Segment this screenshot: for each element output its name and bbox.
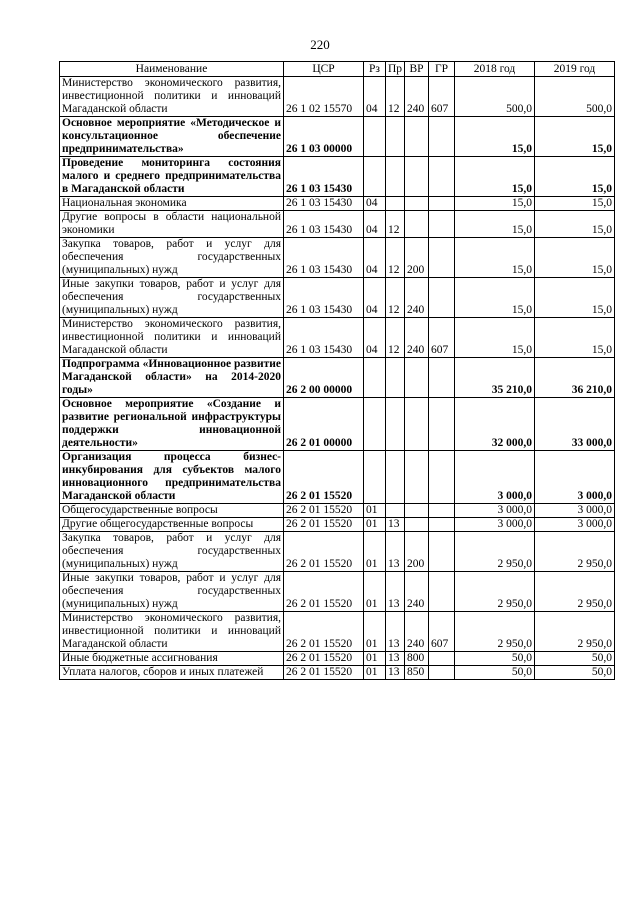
page-number: 220: [310, 37, 330, 52]
row-amount-2018: 3 000,0: [455, 518, 535, 532]
row-rz: 01: [364, 652, 386, 666]
row-name: Основное мероприятие «Создание и развитие региональной инфраструктуры поддержки инновационной деятельности»: [60, 398, 284, 451]
row-amount-2018: 15,0: [455, 318, 535, 358]
row-gr: [429, 398, 455, 451]
table-row: [60, 532, 615, 572]
row-pr: 13: [386, 652, 405, 666]
table-row: [60, 157, 615, 197]
row-amount-2019: 50,0: [535, 652, 615, 666]
row-gr: [429, 197, 455, 211]
row-amount-2019: 33 000,0: [535, 398, 615, 451]
row-rz: 04: [364, 197, 386, 211]
row-vr: 240: [405, 77, 429, 117]
row-vr: 240: [405, 572, 429, 612]
row-amount-2019: 2 950,0: [535, 612, 615, 652]
row-pr: 12: [386, 318, 405, 358]
row-pr: 12: [386, 238, 405, 278]
row-amount-2019: 500,0: [535, 77, 615, 117]
row-vr: [405, 197, 429, 211]
row-rz: 04: [364, 77, 386, 117]
table-body: [60, 77, 615, 680]
row-gr: [429, 666, 455, 680]
row-name: Организация процесса бизнес-инкубирования для субъектов малого инновационного предпринимательства Магаданской области: [60, 451, 284, 504]
row-amount-2018: 15,0: [455, 197, 535, 211]
row-vr: 200: [405, 532, 429, 572]
row-gr: [429, 157, 455, 197]
row-pr: [386, 504, 405, 518]
row-vr: 200: [405, 238, 429, 278]
row-csr: 26 2 01 15520: [284, 612, 364, 652]
row-gr: [429, 532, 455, 572]
row-rz: 04: [364, 318, 386, 358]
budget-table: [59, 61, 615, 680]
row-amount-2018: 50,0: [455, 666, 535, 680]
row-name: Закупка товаров, работ и услуг для обеспечения государственных (муниципальных) нужд: [60, 532, 284, 572]
table-row: [60, 197, 615, 211]
row-pr: [386, 451, 405, 504]
row-vr: 240: [405, 278, 429, 318]
row-amount-2018: 32 000,0: [455, 398, 535, 451]
row-amount-2019: 15,0: [535, 238, 615, 278]
row-csr: 26 1 03 15430: [284, 238, 364, 278]
row-name: Общегосударственные вопросы: [60, 504, 284, 518]
header-gr: ГР: [429, 62, 455, 77]
row-csr: 26 2 00 00000: [284, 358, 364, 398]
row-pr: [386, 157, 405, 197]
row-rz: [364, 451, 386, 504]
row-amount-2018: 2 950,0: [455, 532, 535, 572]
row-csr: 26 1 02 15570: [284, 77, 364, 117]
row-amount-2018: 15,0: [455, 238, 535, 278]
row-pr: 12: [386, 278, 405, 318]
row-gr: [429, 518, 455, 532]
row-rz: 01: [364, 532, 386, 572]
table-row: [60, 398, 615, 451]
row-amount-2018: 35 210,0: [455, 358, 535, 398]
row-csr: 26 2 01 15520: [284, 518, 364, 532]
row-gr: 607: [429, 318, 455, 358]
row-vr: 850: [405, 666, 429, 680]
table-row: [60, 572, 615, 612]
row-amount-2018: 3 000,0: [455, 504, 535, 518]
row-gr: [429, 238, 455, 278]
row-amount-2019: 15,0: [535, 318, 615, 358]
row-vr: [405, 518, 429, 532]
row-pr: [386, 197, 405, 211]
table-row: [60, 318, 615, 358]
table-header-row: [60, 62, 615, 77]
table-row: [60, 77, 615, 117]
table-row: [60, 278, 615, 318]
row-name: Закупка товаров, работ и услуг для обеспечения государственных (муниципальных) нужд: [60, 238, 284, 278]
row-gr: [429, 358, 455, 398]
row-name: Основное мероприятие «Методическое и консультационное обеспечение предпринимательства»: [60, 117, 284, 157]
row-vr: 800: [405, 652, 429, 666]
row-pr: [386, 117, 405, 157]
row-rz: 01: [364, 666, 386, 680]
row-rz: 01: [364, 504, 386, 518]
row-vr: 240: [405, 318, 429, 358]
row-amount-2018: 50,0: [455, 652, 535, 666]
row-name: Иные закупки товаров, работ и услуг для обеспечения государственных (муниципальных) нужд: [60, 572, 284, 612]
row-amount-2018: 3 000,0: [455, 451, 535, 504]
table-row: [60, 666, 615, 680]
row-rz: 01: [364, 572, 386, 612]
row-name: Министерство экономического развития, инвестиционной политики и инноваций Магаданской области: [60, 77, 284, 117]
row-name: Проведение мониторинга состояния малого и среднего предпринимательства в Магаданской области: [60, 157, 284, 197]
row-pr: 13: [386, 612, 405, 652]
row-amount-2019: 15,0: [535, 211, 615, 238]
row-vr: [405, 117, 429, 157]
row-amount-2019: 15,0: [535, 197, 615, 211]
row-csr: 26 2 01 15520: [284, 532, 364, 572]
row-vr: [405, 211, 429, 238]
row-name: Министерство экономического развития, инвестиционной политики и инноваций Магаданской области: [60, 612, 284, 652]
row-amount-2019: 15,0: [535, 278, 615, 318]
row-amount-2019: 36 210,0: [535, 358, 615, 398]
header-name: Наименование: [60, 62, 284, 77]
row-gr: [429, 652, 455, 666]
row-csr: 26 2 01 00000: [284, 398, 364, 451]
header-vr: ВР: [405, 62, 429, 77]
row-csr: 26 2 01 15520: [284, 504, 364, 518]
row-amount-2019: 50,0: [535, 666, 615, 680]
row-amount-2019: 2 950,0: [535, 532, 615, 572]
row-gr: [429, 278, 455, 318]
row-amount-2019: 3 000,0: [535, 518, 615, 532]
row-name: Иные бюджетные ассигнования: [60, 652, 284, 666]
row-gr: [429, 451, 455, 504]
row-gr: [429, 504, 455, 518]
row-vr: [405, 358, 429, 398]
table-row: [60, 358, 615, 398]
row-amount-2019: 3 000,0: [535, 451, 615, 504]
row-gr: [429, 117, 455, 157]
row-amount-2018: 15,0: [455, 117, 535, 157]
table-row: [60, 612, 615, 652]
table-row: [60, 211, 615, 238]
row-pr: [386, 358, 405, 398]
row-csr: 26 2 01 15520: [284, 451, 364, 504]
row-csr: 26 1 03 15430: [284, 197, 364, 211]
row-pr: 13: [386, 518, 405, 532]
table-row: [60, 652, 615, 666]
header-csr: ЦСР: [284, 62, 364, 77]
row-csr: 26 2 01 15520: [284, 652, 364, 666]
row-pr: 12: [386, 77, 405, 117]
row-rz: 04: [364, 211, 386, 238]
row-csr: 26 2 01 15520: [284, 572, 364, 612]
row-rz: [364, 157, 386, 197]
row-name: Национальная экономика: [60, 197, 284, 211]
row-gr: 607: [429, 612, 455, 652]
row-amount-2019: 15,0: [535, 117, 615, 157]
row-amount-2018: 2 950,0: [455, 612, 535, 652]
row-csr: 26 1 03 15430: [284, 157, 364, 197]
header-rz: Рз: [364, 62, 386, 77]
row-pr: 13: [386, 666, 405, 680]
row-gr: [429, 211, 455, 238]
row-vr: [405, 504, 429, 518]
row-pr: [386, 398, 405, 451]
row-csr: 26 1 03 15430: [284, 278, 364, 318]
row-amount-2018: 15,0: [455, 157, 535, 197]
table-row: [60, 518, 615, 532]
row-pr: 13: [386, 572, 405, 612]
row-vr: [405, 398, 429, 451]
header-2019: 2019 год: [535, 62, 615, 77]
header-pr: Пр: [386, 62, 405, 77]
row-name: Иные закупки товаров, работ и услуг для обеспечения государственных (муниципальных) нужд: [60, 278, 284, 318]
row-amount-2019: 15,0: [535, 157, 615, 197]
row-name: Уплата налогов, сборов и иных платежей: [60, 666, 284, 680]
row-csr: 26 1 03 00000: [284, 117, 364, 157]
row-amount-2018: 15,0: [455, 278, 535, 318]
row-name: Другие вопросы в области национальной экономики: [60, 211, 284, 238]
row-rz: 04: [364, 278, 386, 318]
row-pr: 12: [386, 211, 405, 238]
row-rz: [364, 358, 386, 398]
row-rz: [364, 117, 386, 157]
table-row: [60, 238, 615, 278]
table-row: [60, 451, 615, 504]
header-2018: 2018 год: [455, 62, 535, 77]
row-vr: [405, 157, 429, 197]
row-amount-2018: 2 950,0: [455, 572, 535, 612]
row-pr: 13: [386, 532, 405, 572]
row-amount-2019: 2 950,0: [535, 572, 615, 612]
table-row: [60, 504, 615, 518]
row-gr: 607: [429, 77, 455, 117]
row-csr: 26 1 03 15430: [284, 318, 364, 358]
row-name: Другие общегосударственные вопросы: [60, 518, 284, 532]
row-name: Министерство экономического развития, инвестиционной политики и инноваций Магаданской области: [60, 318, 284, 358]
row-csr: 26 2 01 15520: [284, 666, 364, 680]
row-rz: 04: [364, 238, 386, 278]
row-amount-2018: 500,0: [455, 77, 535, 117]
row-vr: 240: [405, 612, 429, 652]
row-vr: [405, 451, 429, 504]
table-row: [60, 117, 615, 157]
row-name: Подпрограмма «Инновационное развитие Магаданской области» на 2014-2020 годы»: [60, 358, 284, 398]
row-rz: [364, 398, 386, 451]
row-rz: 01: [364, 612, 386, 652]
row-csr: 26 1 03 15430: [284, 211, 364, 238]
row-rz: 01: [364, 518, 386, 532]
row-amount-2018: 15,0: [455, 211, 535, 238]
row-amount-2019: 3 000,0: [535, 504, 615, 518]
row-gr: [429, 572, 455, 612]
